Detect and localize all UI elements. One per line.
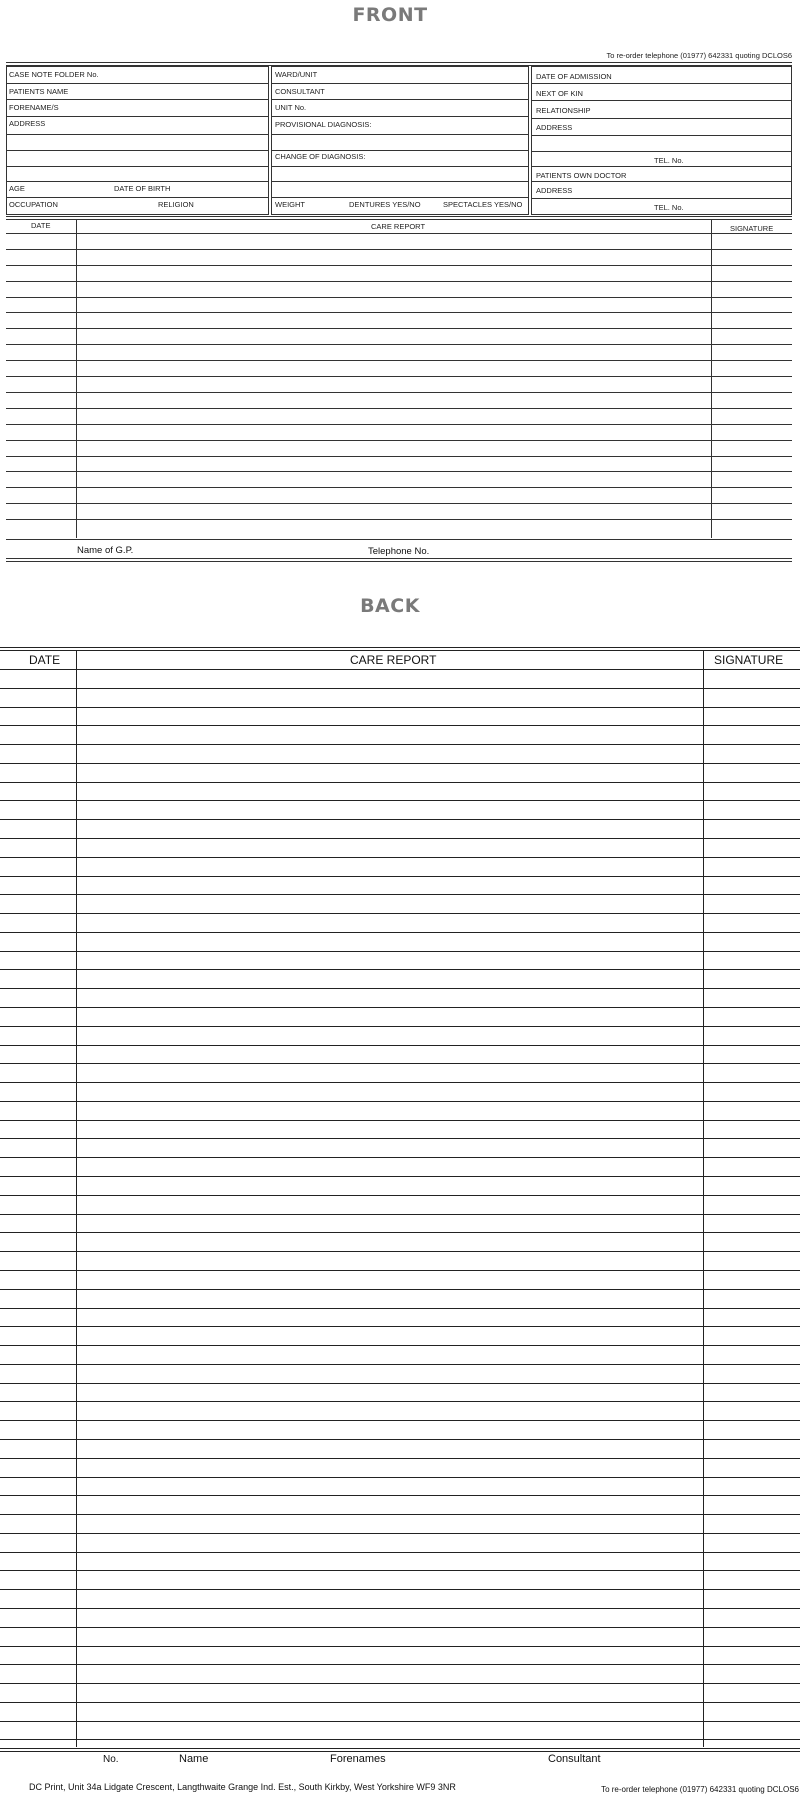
- table-row-rule: [6, 360, 792, 361]
- table-row-rule: [0, 1739, 800, 1740]
- table-row-rule: [0, 1420, 800, 1421]
- table-row-rule: [0, 1533, 800, 1534]
- table-row-rule: [0, 782, 800, 783]
- back-care-report-header: CARE REPORT: [350, 653, 437, 667]
- rule: [531, 166, 792, 167]
- printer-address: DC Print, Unit 34a Lidgate Crescent, Langthwaite Grange Ind. Est., South Kirkby, West Yorkshire WF9 3NR: [29, 1782, 456, 1792]
- footer-forenames-label: Forenames: [330, 1753, 386, 1765]
- table-row-rule: [0, 1364, 800, 1365]
- table-row-rule: [6, 519, 792, 520]
- change-diagnosis-label: CHANGE OF DIAGNOSIS:: [275, 152, 366, 161]
- table-row-rule: [0, 1308, 800, 1309]
- kin-tel-label: TEL. No.: [654, 156, 684, 165]
- table-row-rule: [0, 1251, 800, 1252]
- table-row-rule: [6, 265, 792, 266]
- rule: [6, 166, 269, 167]
- table-row-rule: [0, 1458, 800, 1459]
- table-row-rule: [6, 297, 792, 298]
- weight-label: WEIGHT: [275, 200, 305, 209]
- table-row-rule: [0, 1176, 800, 1177]
- rule: [531, 100, 792, 101]
- front-top-rule: [6, 62, 792, 63]
- own-doctor-label: PATIENTS OWN DOCTOR: [536, 171, 627, 180]
- provisional-diagnosis-label: PROVISIONAL DIAGNOSIS:: [275, 120, 372, 129]
- table-row-rule: [6, 249, 792, 250]
- table-row-rule: [6, 408, 792, 409]
- table-row-rule: [0, 669, 800, 670]
- rule: [6, 561, 792, 562]
- spectacles-label: SPECTACLES YES/NO: [443, 200, 523, 209]
- table-row-rule: [0, 969, 800, 970]
- front-reorder-note: To re-order telephone (01977) 642331 quoting DCLOS6: [606, 51, 792, 60]
- table-row-rule: [6, 376, 792, 377]
- rule: [271, 116, 529, 117]
- rule: [6, 134, 269, 135]
- rule: [6, 197, 269, 198]
- table-row-rule: [0, 1345, 800, 1346]
- footer-no-label: No.: [103, 1754, 119, 1765]
- religion-label: RELIGION: [158, 200, 194, 209]
- rule: [271, 83, 529, 84]
- occupation-label: OCCUPATION: [9, 200, 58, 209]
- table-row-rule: [0, 1383, 800, 1384]
- address-label: ADDRESS: [9, 119, 46, 128]
- table-row-rule: [0, 1646, 800, 1647]
- table-row-rule: [0, 1063, 800, 1064]
- table-row-rule: [0, 1026, 800, 1027]
- table-row-rule: [0, 932, 800, 933]
- back-signature-header: SIGNATURE: [714, 653, 784, 667]
- dob-label: DATE OF BIRTH: [114, 184, 171, 193]
- rule: [76, 650, 77, 1747]
- table-row-rule: [6, 328, 792, 329]
- table-row-rule: [0, 838, 800, 839]
- rule: [6, 539, 792, 540]
- back-heading: BACK: [360, 595, 420, 617]
- rule: [6, 116, 269, 117]
- doctor-tel-label: TEL. No.: [654, 203, 684, 212]
- rule: [703, 650, 704, 1747]
- front-care-report-header: CARE REPORT: [371, 222, 426, 231]
- table-row-rule: [0, 1232, 800, 1233]
- admission-label: DATE OF ADMISSION: [536, 72, 612, 81]
- rule: [0, 1748, 800, 1749]
- kin-address-label: ADDRESS: [536, 123, 573, 132]
- rule: [0, 1751, 800, 1752]
- rule: [0, 650, 800, 651]
- table-row-rule: [6, 487, 792, 488]
- rule: [76, 219, 77, 538]
- case-note-label: CASE NOTE FOLDER No.: [9, 70, 99, 79]
- table-row-rule: [0, 1270, 800, 1271]
- table-row-rule: [0, 1157, 800, 1158]
- rule: [531, 83, 792, 84]
- table-row-rule: [0, 1045, 800, 1046]
- table-row-rule: [6, 233, 792, 234]
- table-row-rule: [0, 913, 800, 914]
- table-row-rule: [0, 1477, 800, 1478]
- table-row-rule: [0, 1570, 800, 1571]
- table-row-rule: [0, 988, 800, 989]
- table-row-rule: [6, 424, 792, 425]
- doctor-address-label: ADDRESS: [536, 186, 573, 195]
- consultant-label: CONSULTANT: [275, 87, 325, 96]
- relationship-label: RELATIONSHIP: [536, 106, 591, 115]
- rule: [271, 134, 529, 135]
- rule: [531, 151, 792, 152]
- footer-consultant-label: Consultant: [548, 1753, 601, 1765]
- table-row-rule: [6, 344, 792, 345]
- back-date-header: DATE: [29, 653, 61, 667]
- back-reorder-note: To re-order telephone (01977) 642331 quoting DCLOS6: [601, 1785, 799, 1794]
- table-row-rule: [0, 1138, 800, 1139]
- next-of-kin-label: NEXT OF KIN: [536, 89, 583, 98]
- table-row-rule: [0, 1552, 800, 1553]
- table-row-rule: [0, 1326, 800, 1327]
- forenames-label: FORENAME/S: [9, 103, 59, 112]
- table-row-rule: [6, 440, 792, 441]
- table-row-rule: [0, 876, 800, 877]
- table-row-rule: [0, 707, 800, 708]
- table-row-rule: [0, 725, 800, 726]
- rule: [271, 150, 529, 151]
- front-signature-header: SIGNATURE: [730, 224, 774, 233]
- table-row-rule: [0, 894, 800, 895]
- telephone-label: Telephone No.: [368, 546, 430, 557]
- patients-name-label: PATIENTS NAME: [9, 87, 69, 96]
- gp-name-label: Name of G.P.: [77, 545, 134, 556]
- rule: [6, 83, 269, 84]
- table-row-rule: [0, 1289, 800, 1290]
- table-row-rule: [0, 1214, 800, 1215]
- table-row-rule: [0, 819, 800, 820]
- table-row-rule: [0, 1401, 800, 1402]
- table-row-rule: [0, 1195, 800, 1196]
- rule: [6, 181, 269, 182]
- front-heading: FRONT: [352, 4, 428, 26]
- rule: [271, 197, 529, 198]
- table-row-rule: [0, 1439, 800, 1440]
- rule: [711, 219, 712, 538]
- table-row-rule: [0, 1495, 800, 1496]
- rule: [531, 198, 792, 199]
- table-row-rule: [6, 471, 792, 472]
- ward-label: WARD/UNIT: [275, 70, 318, 79]
- table-row-rule: [0, 1007, 800, 1008]
- table-row-rule: [0, 1627, 800, 1628]
- table-row-rule: [6, 392, 792, 393]
- rule: [531, 135, 792, 136]
- table-row-rule: [0, 1683, 800, 1684]
- rule: [271, 181, 529, 182]
- table-row-rule: [0, 951, 800, 952]
- rule: [6, 216, 792, 217]
- rule: [6, 219, 792, 220]
- table-row-rule: [6, 503, 792, 504]
- dentures-label: DENTURES YES/NO: [349, 200, 421, 209]
- table-row-rule: [0, 1514, 800, 1515]
- table-row-rule: [0, 857, 800, 858]
- age-label: AGE: [9, 184, 25, 193]
- table-row-rule: [6, 312, 792, 313]
- rule: [0, 647, 800, 648]
- table-row-rule: [0, 688, 800, 689]
- table-row-rule: [0, 1082, 800, 1083]
- front-date-header: DATE: [31, 221, 51, 230]
- table-row-rule: [0, 1120, 800, 1121]
- table-row-rule: [0, 744, 800, 745]
- rule: [271, 99, 529, 100]
- rule: [531, 181, 792, 182]
- footer-name-label: Name: [179, 1753, 209, 1765]
- table-row-rule: [6, 281, 792, 282]
- table-row-rule: [6, 456, 792, 457]
- table-row-rule: [0, 1101, 800, 1102]
- table-row-rule: [0, 1721, 800, 1722]
- table-row-rule: [0, 1608, 800, 1609]
- rule: [6, 150, 269, 151]
- table-row-rule: [0, 1589, 800, 1590]
- table-row-rule: [0, 800, 800, 801]
- rule: [6, 99, 269, 100]
- rule: [271, 166, 529, 167]
- table-row-rule: [0, 1664, 800, 1665]
- table-row-rule: [0, 763, 800, 764]
- rule: [531, 118, 792, 119]
- unit-no-label: UNIT No.: [275, 103, 307, 112]
- table-row-rule: [0, 1702, 800, 1703]
- rule: [6, 558, 792, 559]
